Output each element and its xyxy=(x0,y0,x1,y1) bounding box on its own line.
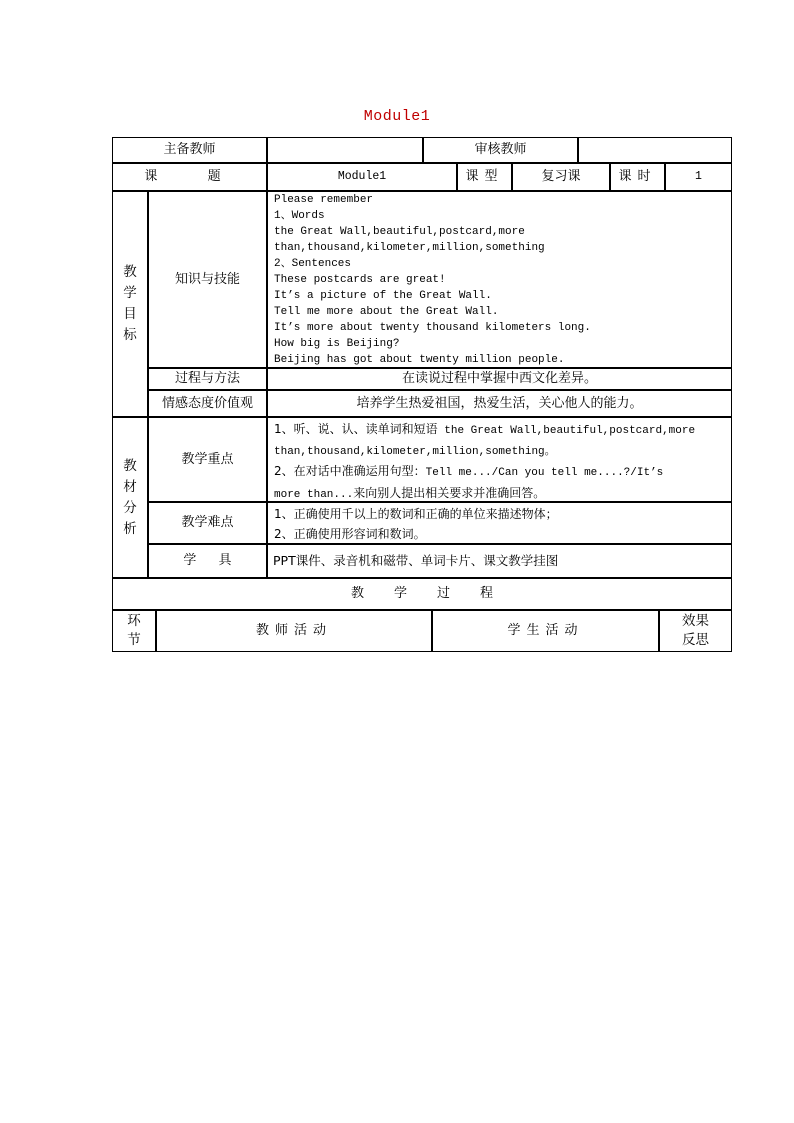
tools-value-text: PPT课件、录音机和磁带、单词卡片、课文教学挂图 xyxy=(273,553,559,568)
key-line-1-en: the Great Wall,beautiful,postcard,more xyxy=(437,425,696,437)
objectives-section-label xyxy=(112,191,148,417)
key-line-4-cn: 来向别人提出相关要求并准确回答。 xyxy=(353,486,546,500)
student-activity-header xyxy=(432,610,659,652)
process-method-value-text: 在读说过程中掌握中西文化差异。 xyxy=(401,371,597,386)
key-line-3-en: Tell me.../Can you tell me....?/It’s xyxy=(425,467,664,479)
knowledge-label-text: 知识与技能 xyxy=(174,271,240,287)
knowledge-label xyxy=(148,191,267,368)
knowledge-line: It’s a picture of the Great Wall. xyxy=(274,290,492,302)
analysis-label-char: 分 xyxy=(123,499,137,516)
period-label xyxy=(610,163,665,191)
emotion-label-text: 情感态度价值观 xyxy=(161,395,253,411)
type-value xyxy=(512,163,610,191)
knowledge-line: Tell me more about the Great Wall. xyxy=(274,306,499,318)
period-label-text: 课时 xyxy=(618,169,657,184)
difficulty-label-text: 教学难点 xyxy=(181,515,234,530)
teaching-process-title-text: 教学过程 xyxy=(350,586,523,601)
knowledge-line: These postcards are great! xyxy=(274,274,446,286)
reflection-label-line: 反思 xyxy=(682,632,709,648)
teacher-activity-text: 教师活动 xyxy=(255,623,332,638)
topic-label xyxy=(112,163,267,191)
main-teacher-label-text: 主备教师 xyxy=(163,142,216,157)
type-label xyxy=(457,163,512,191)
knowledge-line: than,thousand,kilometer,million,something xyxy=(274,242,545,254)
topic-value-text: Module1 xyxy=(337,170,387,183)
knowledge-line: It’s more about twenty thousand kilometers long. xyxy=(274,322,591,334)
main-teacher-value[interactable] xyxy=(267,137,423,163)
difficulty-line: 2、正确使用形容词和数词。 xyxy=(274,527,426,541)
key-line-3-cn: 2、在对话中准确运用句型： xyxy=(274,464,426,478)
stage-label-char: 环 xyxy=(127,613,141,629)
objectives-label-char: 标 xyxy=(123,327,137,343)
key-points-label-text: 教学重点 xyxy=(181,451,234,467)
period-value-text: 1 xyxy=(695,170,702,183)
student-activity-text: 学生活动 xyxy=(507,623,584,638)
key-line-1 xyxy=(274,420,695,437)
key-points-label xyxy=(148,417,267,502)
reflection-header xyxy=(659,610,732,652)
emotion-label xyxy=(148,390,267,417)
knowledge-line: 1、Words xyxy=(274,210,325,222)
type-value-text: 复习课 xyxy=(541,169,581,184)
tools-value xyxy=(267,544,732,578)
tools-label-text: 学 具 xyxy=(183,553,232,568)
process-method-label-text: 过程与方法 xyxy=(174,371,240,386)
key-line-4-en: more than... xyxy=(274,489,354,501)
knowledge-line: 2、Sentences xyxy=(274,258,352,270)
objectives-label-char: 教 xyxy=(123,264,137,280)
analysis-label-char: 材 xyxy=(123,478,137,495)
knowledge-line: How big is Beijing? xyxy=(274,338,400,350)
process-method-value xyxy=(267,368,732,390)
difficulty-label xyxy=(148,502,267,544)
key-line-4 xyxy=(274,484,545,501)
key-line-2: than,thousand,kilometer,million,something。 xyxy=(274,446,556,458)
analysis-label-char: 教 xyxy=(123,457,137,474)
teacher-activity-header xyxy=(156,610,432,652)
emotion-value-text: 培养学生热爱祖国，热爱生活，关心他人的能力。 xyxy=(356,395,643,411)
knowledge-line: the Great Wall,beautiful,postcard,more xyxy=(274,226,525,238)
topic-label-text: 课 题 xyxy=(144,169,235,184)
knowledge-lines xyxy=(274,192,730,368)
analysis-section-label xyxy=(112,417,148,578)
objectives-label-char: 学 xyxy=(123,285,137,301)
knowledge-line: Please remember xyxy=(274,194,374,206)
review-teacher-value[interactable] xyxy=(578,137,732,163)
stage-label-char: 节 xyxy=(127,632,141,648)
difficulty-line: 1、正确使用千以上的数词和正确的单位来描述物体； xyxy=(274,507,558,521)
topic-value xyxy=(267,163,457,191)
emotion-value xyxy=(267,390,732,417)
teaching-process-title xyxy=(112,578,732,610)
objectives-label-char: 目 xyxy=(123,306,137,322)
period-value xyxy=(665,163,732,191)
key-line-1-cn: 1、听、说、认、读单词和短语 xyxy=(274,422,438,436)
main-teacher-label xyxy=(112,137,267,163)
review-teacher-label xyxy=(423,137,578,163)
tools-label xyxy=(148,544,267,578)
reflection-label-line: 效果 xyxy=(682,613,709,629)
analysis-label-char: 析 xyxy=(123,520,137,537)
key-line-3 xyxy=(274,462,663,479)
type-label-text: 课型 xyxy=(465,169,504,184)
stage-label xyxy=(112,610,156,652)
process-method-label xyxy=(148,368,267,390)
document-title: Module1 xyxy=(363,108,431,125)
review-teacher-label-text: 审核教师 xyxy=(474,142,527,157)
knowledge-line: Beijing has got about twenty million people. xyxy=(274,354,565,366)
